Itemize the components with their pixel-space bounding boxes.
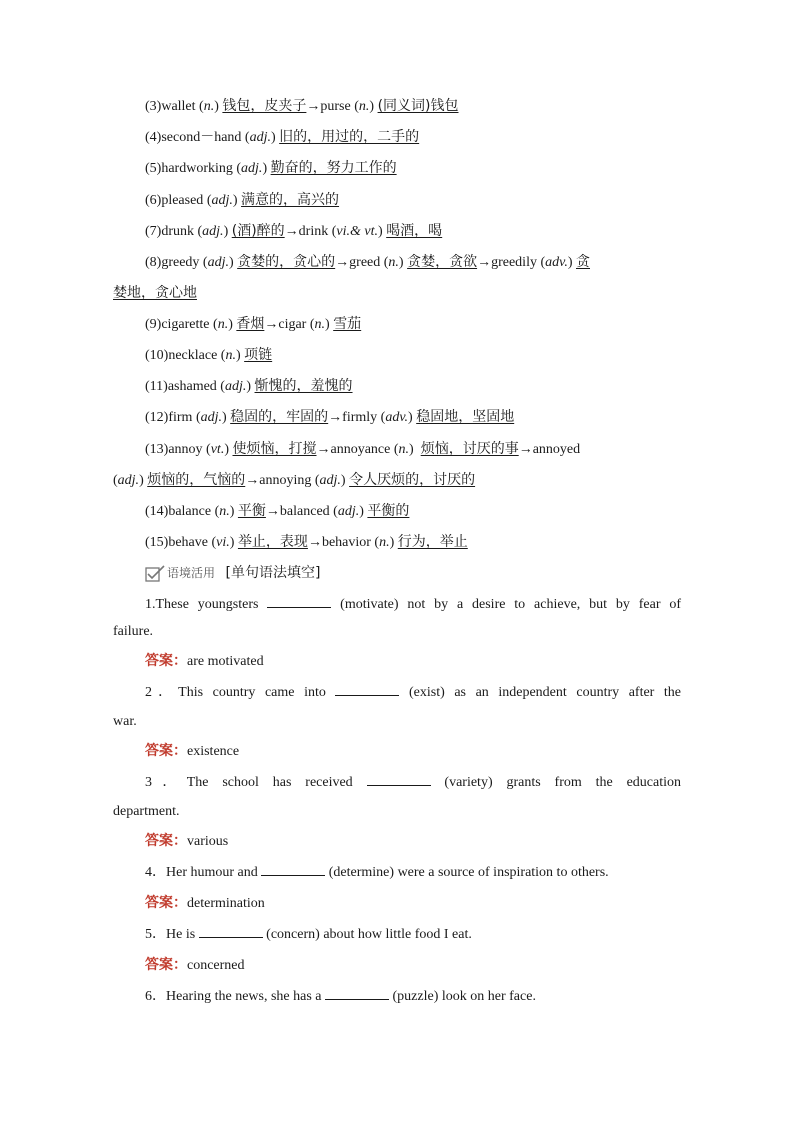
question-6: 6．Hearing the news, she has a (puzzle) look on her face. — [145, 986, 681, 1007]
vocab-item-15: (15)behave (vi.) 举止，表现→behavior (n.) 行为，举止 — [145, 534, 468, 550]
answer-3: 答案：various — [145, 833, 229, 849]
question-2: 2．This country came into (exist) as an independent country after the — [145, 682, 681, 703]
answer-4: 答案：determination — [145, 895, 265, 911]
vocab-item-13: (13)annoy (vt.) 使烦恼，打搅→annoyance (n.) 烦恼，讨厌的事→annoyed — [145, 441, 581, 457]
answer-5: 答案：concerned — [145, 957, 245, 973]
question-2-cont: war. — [113, 714, 137, 729]
answer-blank — [199, 924, 263, 938]
question-3: 3．The school has received (variety) grants from the education — [145, 772, 681, 793]
answer-blank — [267, 594, 331, 608]
answer-blank — [261, 862, 325, 876]
section-header — [145, 563, 681, 584]
question-5: 5．He is (concern) about how little food I eat. — [145, 924, 681, 945]
question-1: 1.These youngsters (motivate) not by a desire to achieve, but by fear of — [145, 594, 681, 615]
answer-2: 答案：existence — [145, 743, 240, 759]
section-title: [单句语法填空] — [225, 565, 321, 581]
vocab-item-10: (10)necklace (n.) 项链 — [145, 347, 273, 363]
vocab-item-13-cont: (adj.) 烦恼的，气恼的→annoying (adj.) 令人厌烦的，讨厌的 — [113, 472, 476, 488]
vocab-item-11: (11)ashamed (adj.) 惭愧的，羞愧的 — [145, 378, 353, 394]
vocab-item-4: (4)second－hand (adj.) 旧的，用过的，二手的 — [145, 129, 420, 145]
checkbox-pencil-icon — [145, 565, 167, 583]
vocab-item-7: (7)drunk (adj.) (酒)醉的→drink (vi.& vt.) 喝酒，喝 — [145, 223, 443, 239]
vocab-item-9: (9)cigarette (n.) 香烟→cigar (n.) 雪茄 — [145, 316, 362, 332]
vocab-item-5: (5)hardworking (adj.) 勤奋的，努力工作的 — [145, 160, 397, 176]
vocab-item-8-cont: 婪地，贪心地 — [113, 285, 197, 301]
answer-blank — [335, 682, 399, 696]
section-icon-label: 语境活用 — [167, 566, 216, 580]
vocab-item-3: (3)wallet (n.) 钱包，皮夹子→purse (n.) (同义词)钱包 — [145, 98, 459, 114]
question-1-cont: failure. — [113, 624, 154, 639]
vocab-item-12: (12)firm (adj.) 稳固的，牢固的→firmly (adv.) 稳固地，坚固地 — [145, 409, 515, 425]
question-3-cont: department. — [113, 804, 180, 819]
vocab-item-8: (8)greedy (adj.) 贪婪的，贪心的→greed (n.) 贪婪，贪欲→greedily (adv.) 贪 — [145, 254, 590, 270]
answer-1: 答案：are motivated — [145, 653, 264, 669]
vocab-item-6: (6)pleased (adj.) 满意的，高兴的 — [145, 192, 340, 208]
answer-blank — [367, 772, 431, 786]
answer-blank — [325, 986, 389, 1000]
question-4: 4．Her humour and (determine) were a source of inspiration to others. — [145, 862, 681, 883]
vocab-item-14: (14)balance (n.) 平衡→balanced (adj.) 平衡的 — [145, 503, 410, 519]
